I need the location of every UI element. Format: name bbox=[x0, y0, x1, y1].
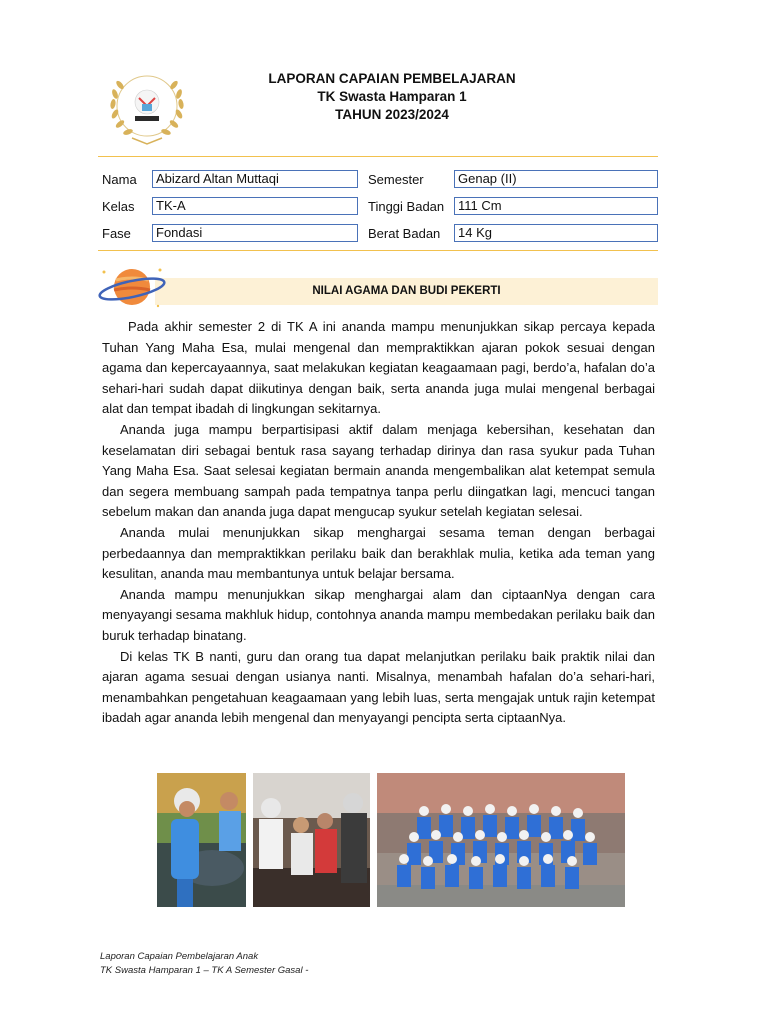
identity-divider bbox=[98, 250, 658, 251]
section-title: NILAI AGAMA DAN BUDI PEKERTI bbox=[312, 285, 501, 297]
school-logo bbox=[102, 66, 192, 150]
footer-line-2: TK Swasta Hamparan 1 – TK A Semester Gasal - bbox=[100, 965, 309, 976]
fase-label: Fase bbox=[102, 226, 131, 241]
school-year: TAHUN 2023/2024 bbox=[335, 107, 449, 122]
paragraph-5: Di kelas TK B nanti, guru dan orang tua dapat melanjutkan perilaku baik praktik nilai dan ajaran agama sesuai dengan usianya nanti. Misalnya, menambah hafalan do’a sehari-hari, menambahkan pengetahuan keagaamaan yang lebih luas, serta mengajak untuk rajin ketempat ibadah agar ananda lebih mengenal dan menyayangi pencipta serta ciptaanNya. bbox=[102, 648, 655, 726]
fase-field: Fondasi bbox=[152, 224, 358, 242]
page-footer bbox=[100, 950, 308, 978]
semester-label: Semester bbox=[368, 172, 424, 187]
tinggi-badan-label: Tinggi Badan bbox=[368, 199, 445, 214]
planet-icon bbox=[96, 262, 168, 312]
activity-photo-1 bbox=[157, 773, 246, 907]
report-title: LAPORAN CAPAIAN PEMBELAJARAN bbox=[268, 71, 516, 86]
narrative-body bbox=[102, 317, 655, 729]
semester-field: Genap (II) bbox=[454, 170, 658, 188]
header-divider bbox=[98, 156, 658, 157]
kelas-field: TK-A bbox=[152, 197, 358, 215]
paragraph-1: Pada akhir semester 2 di TK A ini ananda mampu menunjukkan sikap percaya kepada Tuhan Yang Maha Esa, mulai mengenal dan mempraktikkan ajaran pokok sesuai dengan agama dan kepercayaannya, saat melakukan kegiatan keagaamaan pagi, berdo’a, hafalan do’a sehari-hari sudah dapat diikutinya dengan baik, serta ananda juga mulai mengenal berbagai alat dan tempat ibadah di lingkungan sekitarnya. bbox=[102, 319, 655, 417]
section-banner bbox=[155, 278, 658, 305]
report-header bbox=[200, 70, 584, 124]
school-name: TK Swasta Hamparan 1 bbox=[317, 89, 467, 104]
kelas-label: Kelas bbox=[102, 199, 135, 214]
footer-line-1: Laporan Capaian Pembelajaran Anak bbox=[100, 951, 259, 962]
activity-photo-2 bbox=[253, 773, 370, 907]
nama-field: Abizard Altan Muttaqi bbox=[152, 170, 358, 188]
paragraph-4: Ananda mampu menunjukkan sikap menghargai alam dan ciptaanNya dengan cara menyayangi sesama makhluk hidup, contohnya ananda mampu membedakan perilaku baik dan buruk terhadap binatang. bbox=[102, 586, 655, 643]
tinggi-badan-field: 111 Cm bbox=[454, 197, 658, 215]
paragraph-2: Ananda juga mampu berpartisipasi aktif dalam menjaga kebersihan, kesehatan dan keselamatan diri sebagai bentuk rasa sayang terhadap dirinya dan rasa syukur pada Tuhan Yang Maha Esa. Saat selesai kegiatan bermain ananda mengembalikan alat ketempat semula dan segera membuang sampah pada tempatnya tanpa perlu diingatkan lagi, mencuci tangan sebelum makan dan ananda juga dapat mengucap syukur setelah kegiatan selesai. bbox=[102, 421, 655, 520]
paragraph-3: Ananda mulai menunjukkan sikap menghargai sesama teman dengan berbagai perbedaannya dan mempraktikkan perilaku baik dan berakhlak mulia, ketika ada teman yang kesulitan, ananda mau membantunya untuk belajar bersama. bbox=[102, 524, 655, 582]
berat-badan-field: 14 Kg bbox=[454, 224, 658, 242]
nama-label: Nama bbox=[102, 172, 137, 187]
berat-badan-label: Berat Badan bbox=[368, 226, 441, 241]
class-group-photo bbox=[377, 773, 625, 907]
